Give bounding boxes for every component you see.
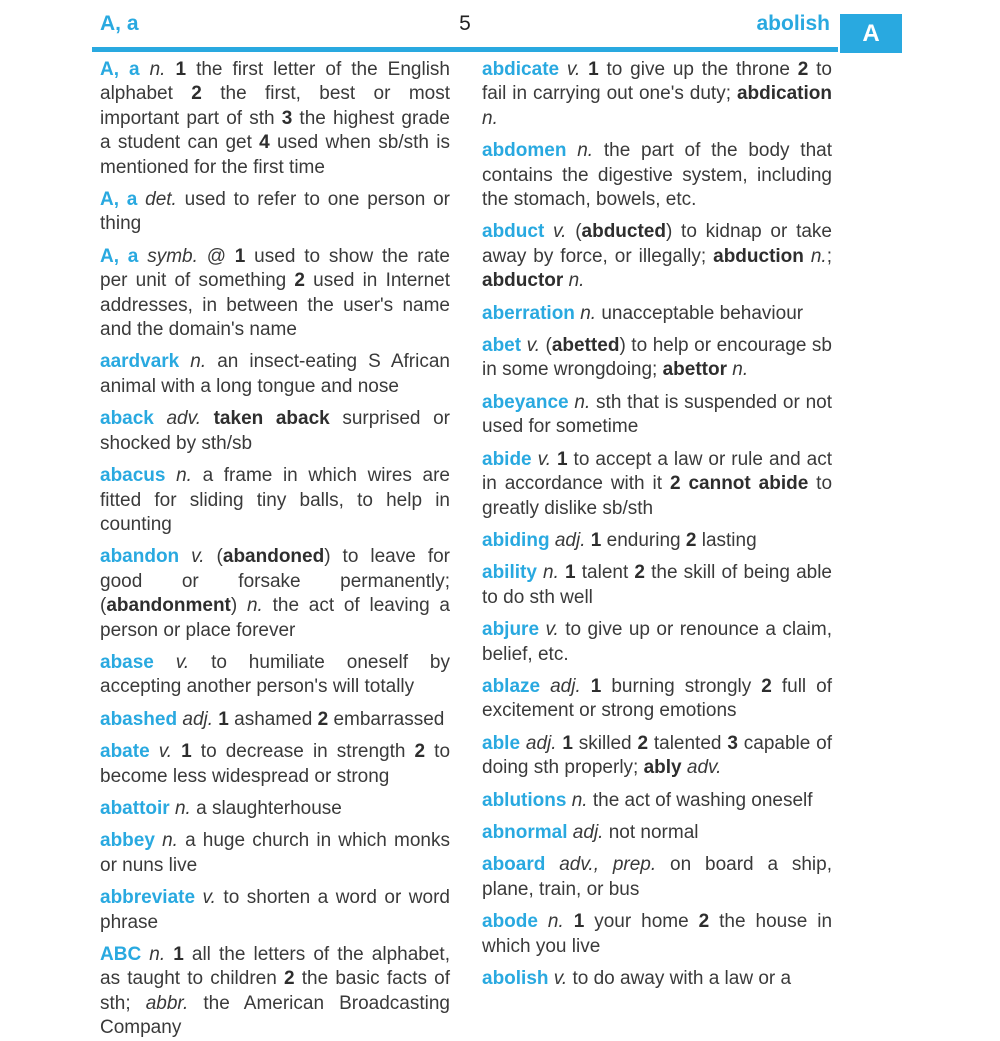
entry-text: 2: [294, 270, 305, 292]
dictionary-entry: [482, 789, 832, 813]
dictionary-entry: [100, 797, 450, 821]
dictionary-entry: [482, 58, 832, 131]
entry-text: n.: [179, 351, 218, 373]
dictionary-entry: [100, 58, 450, 180]
dictionary-entry: [482, 334, 832, 383]
entry-text: n.: [169, 797, 197, 819]
entry-text: n.: [246, 595, 263, 617]
entry-text: to give up the throne: [598, 59, 798, 80]
entry-text: used when sb/sth is mentioned for the first time: [100, 132, 450, 178]
dictionary-entry: [100, 651, 450, 700]
entry-text: 1: [175, 59, 187, 80]
entry-text: 1: [590, 675, 602, 697]
headword: abashed: [100, 708, 178, 730]
headword: abide: [482, 448, 532, 470]
entry-text: 1: [590, 529, 602, 551]
entry-text: the basic facts of sth;: [100, 968, 451, 1014]
headword: abdomen: [482, 140, 567, 162]
headword: abeyance: [482, 391, 569, 413]
entry-text: unacceptable behaviour: [601, 302, 804, 324]
headword: abbey: [100, 830, 155, 852]
entry-text: 2: [698, 911, 710, 933]
dictionary-entry: [100, 188, 450, 237]
entry-text: cannot abide: [688, 473, 809, 495]
entry-text: 1: [173, 944, 184, 965]
entry-text: the first, best or most important part of sth: [100, 83, 450, 129]
dictionary-entry: [482, 391, 832, 440]
headword: ablutions: [482, 789, 567, 811]
dictionary-entry: [482, 448, 832, 521]
headword: aback: [100, 408, 154, 430]
headword: A, a: [100, 59, 140, 80]
entry-text: 2: [191, 83, 202, 105]
entry-text: n.: [482, 107, 498, 129]
entry-text: 2: [761, 675, 772, 697]
dictionary-entry: [482, 675, 832, 724]
dictionary-entry: [100, 829, 450, 878]
entry-text: (: [575, 221, 582, 243]
entry-text: 2: [669, 473, 681, 495]
headword: ABC: [100, 944, 142, 965]
entry-text: the act of leaving a person or place forever: [100, 595, 451, 641]
entry-text: a huge church in which monks or nuns live: [100, 830, 450, 876]
entry-text: 2: [414, 741, 426, 763]
entry-text: to do away with a law or a: [572, 968, 792, 989]
entry-text: n.: [574, 302, 602, 324]
entry-text: ) to help or encourage sb in some wrongdoing;: [482, 335, 832, 381]
entry-text: skilled: [572, 732, 638, 754]
entry-text: full of excitement or strong emotions: [482, 675, 832, 722]
entry-text: adj.: [567, 821, 609, 843]
headword: A, a: [100, 189, 138, 211]
entry-text: v.: [521, 335, 546, 357]
dictionary-entry: [482, 561, 832, 610]
entry-text: the skill of being able to do sth well: [482, 562, 833, 608]
headword: abate: [100, 741, 150, 763]
header-rule: [92, 47, 838, 52]
headword: abode: [482, 911, 538, 933]
entry-text: v.: [548, 968, 573, 989]
entry-text: ;: [826, 245, 832, 267]
headword: abandon: [100, 546, 180, 568]
entry-text: the part of the body that contains the digestive system, including the stomach, bowels, etc.: [482, 140, 832, 211]
entry-text: 2: [283, 968, 295, 990]
entry-text: n.: [566, 789, 593, 811]
headword: abet: [482, 335, 522, 357]
entry-text: 2: [685, 529, 697, 551]
headword: abiding: [482, 529, 550, 551]
entry-text: to accept a law or rule and act in accordance with it: [482, 448, 832, 495]
entry-text: abetted: [551, 335, 620, 357]
alphabet-tab-letter: A: [862, 19, 880, 47]
dictionary-entry: [100, 464, 450, 537]
entry-text: an insect-eating S African animal with a long tongue and nose: [100, 351, 450, 397]
entry-text: abettor: [662, 359, 728, 381]
entry-text: abduction: [713, 245, 804, 267]
dictionary-entry: [100, 886, 450, 935]
entry-text: not normal: [608, 821, 699, 843]
headword: aboard: [482, 854, 546, 876]
entry-text: the act of washing oneself: [592, 789, 813, 811]
right-column: [482, 58, 832, 1041]
entry-text: v.: [195, 887, 224, 909]
entry-text: used in Internet addresses, in between the user's name and the domain's name: [100, 270, 450, 341]
entry-text: 2: [317, 708, 329, 730]
headword: A, a: [100, 245, 139, 267]
entry-text: used to refer to one person or thing: [100, 189, 450, 235]
entry-text: n.: [537, 911, 574, 933]
entry-text: a frame in which wires are fitted for sliding tiny balls, to help in counting: [100, 465, 450, 535]
entry-text: [804, 246, 811, 267]
entry-text: 1: [234, 245, 246, 267]
entry-text: ashamed: [228, 708, 318, 730]
entry-text: det.: [137, 189, 185, 211]
entry-text: enduring: [601, 529, 686, 551]
entry-text: (: [216, 546, 223, 568]
entry-text: n.: [566, 140, 604, 162]
entry-text: the first letter of the English alphabet: [100, 59, 450, 105]
entry-text: 1: [181, 741, 192, 763]
entry-text: abductor: [482, 270, 564, 292]
entry-text: v.: [544, 221, 576, 243]
entry-text: adj.: [520, 732, 563, 754]
headword: abbreviate: [100, 887, 196, 909]
entry-text: adv.: [686, 757, 722, 779]
entry-text: v.: [153, 651, 212, 673]
entry-text: n.: [165, 465, 203, 487]
dictionary-entry: [100, 943, 450, 1041]
headword: aardvark: [100, 351, 180, 373]
headword: abolish: [482, 968, 549, 989]
headword: able: [482, 732, 521, 754]
entry-text: talented: [648, 732, 728, 754]
entry-text: to become less widespread or strong: [100, 741, 451, 787]
entry-text: ) to kidnap or take away by force, or illegally;: [482, 221, 832, 267]
entry-text: capable of doing sth properly;: [482, 732, 832, 779]
dictionary-entry: [482, 139, 832, 212]
dictionary-entry: [482, 302, 832, 326]
headword: ability: [482, 562, 537, 584]
dictionary-entry: [100, 407, 450, 456]
dictionary-entry: [482, 967, 832, 991]
entry-text: abbr.: [145, 992, 189, 1014]
entry-text: 1: [573, 911, 585, 933]
dictionary-entry: [482, 220, 832, 293]
entry-text: adv.: [153, 408, 214, 430]
entry-text: 2: [637, 732, 649, 754]
headword: abnormal: [482, 821, 568, 843]
entry-text: talent: [575, 562, 635, 584]
dictionary-entry: [482, 618, 832, 667]
left-column: [100, 58, 450, 1041]
entry-text: v.: [559, 59, 589, 80]
guide-word-right: abolish: [756, 12, 830, 35]
entry-text: n.: [568, 270, 585, 292]
entry-text: adv., prep.: [545, 854, 671, 876]
dictionary-entry: [482, 821, 832, 845]
dictionary-entry: [100, 245, 450, 343]
headword: abase: [100, 651, 154, 673]
dictionary-entry: [100, 740, 450, 789]
entry-text: to greatly dislike sb/sth: [482, 473, 833, 519]
entry-text: adj.: [549, 529, 591, 551]
headword: abacus: [100, 465, 166, 487]
dictionary-entry: [100, 545, 450, 643]
headword: ablaze: [482, 675, 541, 697]
entry-text: ) to leave for good or forsake permanently; (: [100, 546, 450, 617]
entry-text: adj.: [177, 708, 219, 730]
dictionary-entry: [482, 853, 832, 902]
entry-columns: [100, 58, 832, 1041]
entry-text: used to show the rate per unit of something: [100, 245, 450, 292]
entry-text: lasting: [696, 529, 757, 551]
entry-text: abducted: [581, 221, 666, 243]
entry-text: ): [230, 595, 247, 617]
headword: abdicate: [482, 59, 560, 80]
entry-text: sth that is suspended or not used for sometime: [482, 391, 832, 438]
entry-text: to shorten a word or word phrase: [100, 887, 450, 933]
entry-text: v.: [179, 546, 217, 568]
entry-text: v.: [539, 619, 566, 641]
headword: abjure: [482, 619, 540, 641]
entry-text: 1: [556, 448, 568, 470]
entry-text: n.: [568, 391, 597, 413]
dictionary-entry: [482, 529, 832, 553]
entry-text: abandoned: [222, 546, 325, 568]
entry-text: to fail in carrying out one's duty;: [482, 59, 832, 105]
entry-text: 1: [218, 708, 229, 730]
entry-text: taken aback: [213, 408, 330, 430]
entry-text: n.: [139, 59, 176, 80]
entry-text: 1: [565, 562, 576, 584]
headword: aberration: [482, 302, 575, 324]
entry-text: 1: [588, 59, 599, 80]
entry-text: 1: [562, 732, 573, 754]
headword: abattoir: [100, 797, 170, 819]
dictionary-entry: [100, 708, 450, 732]
entry-text: n.: [810, 245, 827, 267]
entry-text: the highest grade a student can get: [100, 107, 450, 154]
entry-text: symb.: [138, 245, 207, 267]
entry-text: surprised or shocked by sth/sb: [100, 408, 450, 454]
entry-text: 3: [281, 107, 293, 129]
entry-text: your home: [584, 911, 699, 933]
entry-text: n.: [154, 830, 186, 852]
entry-text: the house in which you live: [482, 911, 833, 957]
dictionary-entry: [482, 910, 832, 959]
guide-word-left: A, a: [100, 12, 139, 35]
alphabet-tab: [840, 14, 902, 53]
entry-text: v.: [149, 741, 182, 763]
entry-text: n.: [732, 359, 749, 381]
entry-text: 2: [797, 59, 809, 80]
entry-text: to decrease in strength: [191, 741, 415, 763]
entry-text: on board a ship, plane, train, or bus: [482, 854, 833, 900]
entry-text: 3: [727, 732, 738, 754]
entry-text: abandonment: [106, 595, 231, 617]
entry-text: a slaughterhouse: [196, 797, 342, 819]
entry-text: (: [545, 335, 552, 357]
entry-text: to humiliate oneself by accepting another person's will totally: [100, 651, 450, 698]
entry-text: to give up or renounce a claim, belief, etc.: [482, 619, 832, 665]
entry-text: ably: [643, 757, 682, 779]
entry-text: embarrassed: [328, 708, 445, 730]
entry-text: n.: [536, 562, 566, 584]
entry-text: the American Broadcasting Company: [100, 992, 450, 1039]
dictionary-entry: [482, 732, 832, 781]
entry-text: all the letters of the alphabet, as taught to children: [100, 944, 450, 990]
entry-text: n.: [141, 944, 174, 965]
entry-text: adj.: [540, 675, 591, 697]
entry-text: 2: [634, 562, 645, 584]
entry-text: v.: [531, 448, 557, 470]
headword: abduct: [482, 221, 545, 243]
page-number: 5: [459, 12, 471, 35]
entry-text: @: [206, 245, 235, 267]
entry-text: 4: [259, 132, 270, 154]
entry-text: burning strongly: [601, 675, 762, 697]
dictionary-entry: [100, 350, 450, 399]
entry-text: abdication: [736, 83, 832, 105]
